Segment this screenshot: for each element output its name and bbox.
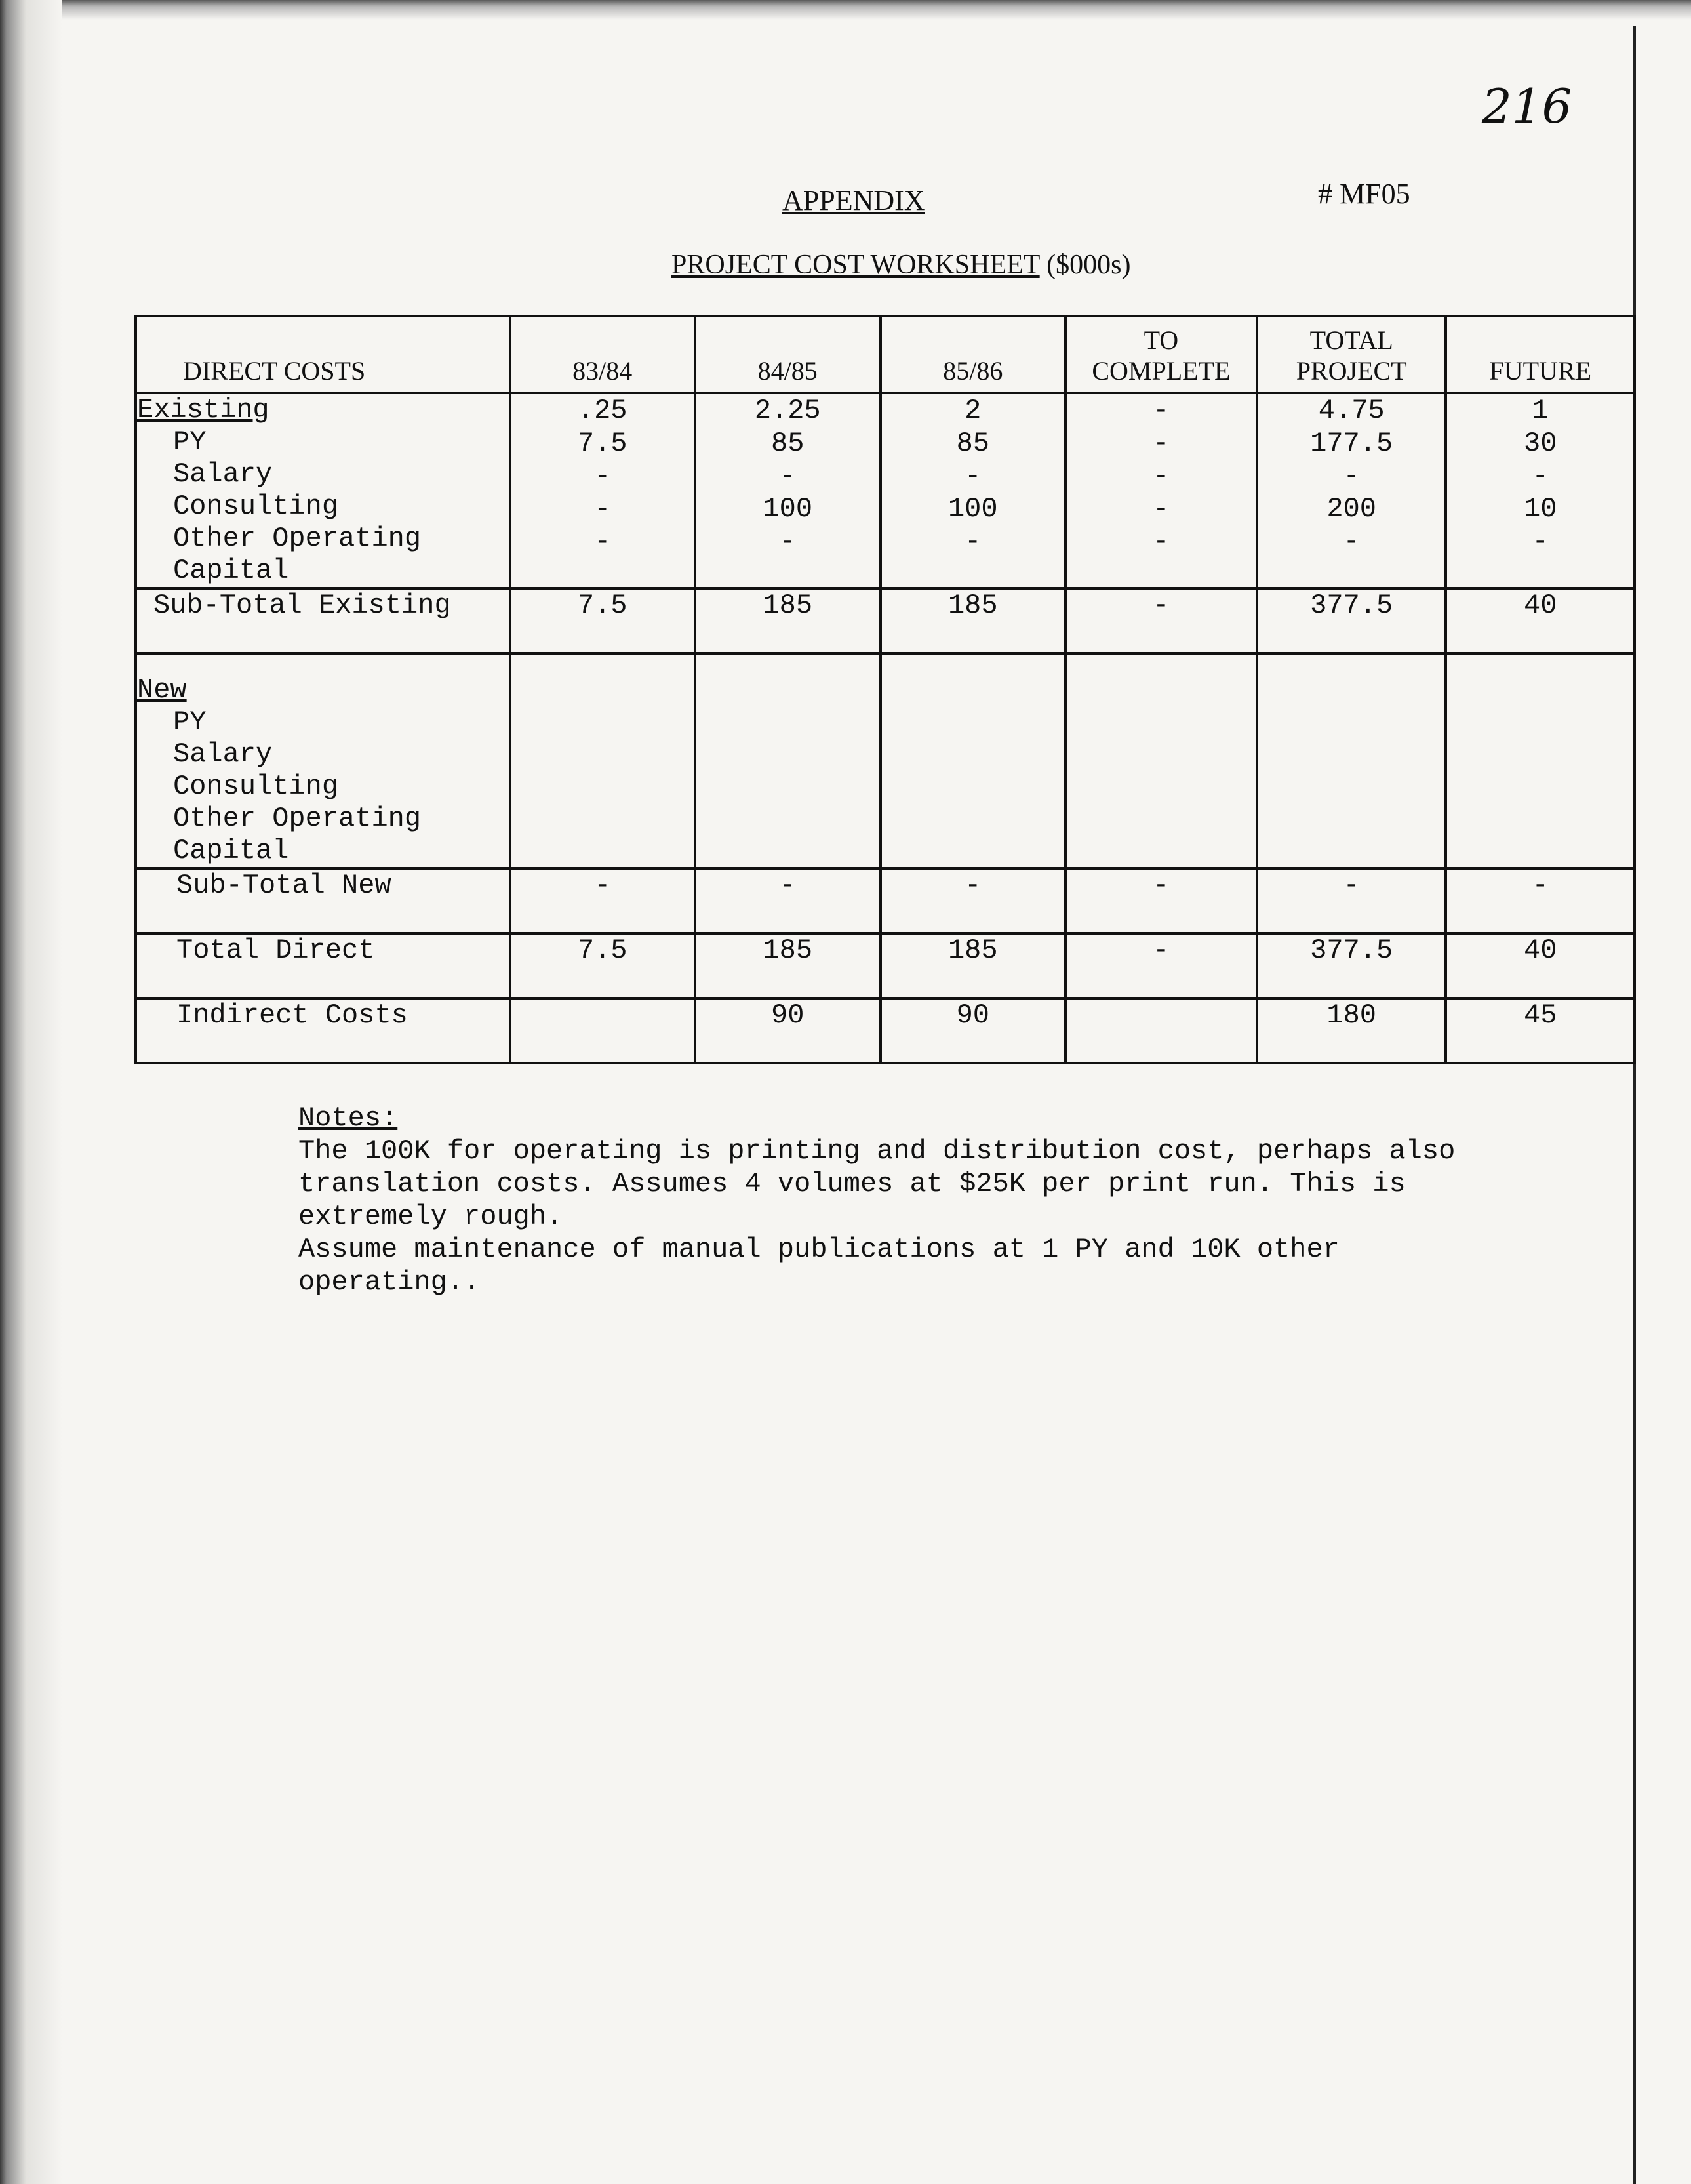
page-number: 216 [1482,79,1572,134]
column-header: 85/86 [881,316,1065,393]
cell-value: - [1532,526,1549,557]
column-header: DIRECT COSTS [136,316,510,393]
existing-labels [136,393,510,588]
notes-line: operating.. [298,1266,481,1298]
existing-heading: Existing [137,394,269,426]
empty-cell [1257,653,1446,868]
cell-value: 45 [1446,998,1635,1063]
scan-edge-top [0,0,1691,20]
cell-value: 185 [695,588,881,653]
cell-value: 7.5 [510,933,695,998]
indirect-costs-row [136,998,1635,1063]
empty-cell [510,653,695,868]
existing-values-future [1446,393,1635,588]
cell-value: 185 [695,933,881,998]
row-label: Capital [173,835,289,866]
row-label: Salary [173,458,273,490]
row-label: Sub-Total New [136,868,510,933]
cell-value: 100 [947,493,998,525]
notes-line: The 100K for operating is printing and distribution cost, perhaps also [298,1135,1456,1167]
row-label: Salary [173,738,273,770]
existing-values-to-complete [1065,393,1257,588]
cell-value: - [1153,526,1170,557]
new-block-row [136,653,1635,868]
row-label: Consulting [173,771,339,802]
column-header: 84/85 [695,316,881,393]
cell-value: 85 [956,428,989,459]
notes-line: extremely rough. [298,1201,563,1232]
cell-value: - [510,868,695,933]
cell-value: - [1343,460,1360,492]
column-header: TO COMPLETE [1065,316,1257,393]
total-direct-row [136,933,1635,998]
cell-value: 177.5 [1310,428,1393,459]
appendix-title: APPENDIX [782,184,925,216]
row-label: Indirect Costs [136,998,510,1063]
worksheet-units: ($000s) [1046,250,1131,280]
empty-cell [1065,653,1257,868]
cell-value [510,998,695,1063]
cell-value: - [779,526,796,557]
cell-value: - [594,493,611,525]
cell-value: - [1446,868,1635,933]
column-header: FUTURE [1446,316,1635,393]
project-cost-table [134,315,1636,1064]
cell-value: - [1343,526,1360,557]
cell-value: 2.25 [754,395,821,426]
notes-line: Assume maintenance of manual publications at 1 PY and 10K other [298,1234,1340,1265]
cell-value: - [1065,933,1257,998]
column-header: 83/84 [510,316,695,393]
existing-values-84-85 [695,393,881,588]
cell-value: 40 [1446,588,1635,653]
cell-value: 185 [881,933,1065,998]
cell-value: 180 [1257,998,1446,1063]
cell-value: - [1257,868,1446,933]
cell-value: 1 [1532,395,1549,426]
cell-value: 10 [1524,493,1557,525]
notes-section [298,1102,1479,1299]
cell-value: 185 [881,588,1065,653]
existing-values-total-project [1257,393,1446,588]
row-label: Other Operating [173,803,422,834]
row-label: Other Operating [173,523,422,554]
subtotal-existing-row [136,588,1635,653]
cell-value: - [1532,460,1549,492]
cell-value: - [695,868,881,933]
cell-value: - [594,526,611,557]
worksheet-title-text: PROJECT COST WORKSHEET [671,250,1040,280]
cell-value [1065,998,1257,1063]
cell-value: - [881,868,1065,933]
cell-value: - [1065,868,1257,933]
cell-value: 2 [965,395,982,426]
empty-cell [1446,653,1635,868]
cell-value: - [779,460,796,492]
cell-value: - [1153,395,1170,426]
row-label: Capital [173,555,289,586]
existing-values-83-84 [510,393,695,588]
cell-value: - [1153,460,1170,492]
document-code: # MF05 [1318,178,1410,210]
cell-value: 40 [1446,933,1635,998]
cell-value: 4.75 [1318,395,1385,426]
cell-value: 100 [763,493,813,525]
empty-cell [881,653,1065,868]
cell-value: 7.5 [510,588,695,653]
cell-value: 7.5 [577,428,627,459]
cell-value: 377.5 [1257,933,1446,998]
cell-value: 30 [1524,428,1557,459]
subtotal-new-row [136,868,1635,933]
column-header: TOTAL PROJECT [1257,316,1446,393]
cell-value: 90 [695,998,881,1063]
cell-value: - [965,526,982,557]
existing-values-85-86 [881,393,1065,588]
scan-edge-left [0,0,62,2184]
cell-value: - [1065,588,1257,653]
worksheet-title [671,249,1131,281]
cell-value: - [594,460,611,492]
notes-line: translation costs. Assumes 4 volumes at $25K per print run. This is [298,1168,1406,1200]
table-header-row [136,316,1635,393]
new-heading: New [137,674,187,706]
empty-cell [695,653,881,868]
new-labels [136,653,510,868]
cell-value: .25 [577,395,627,426]
row-label: Consulting [173,491,339,522]
notes-heading: Notes: [298,1102,398,1134]
cell-value: 377.5 [1257,588,1446,653]
cell-value: 90 [881,998,1065,1063]
cell-value: 200 [1326,493,1376,525]
row-label: Sub-Total Existing [136,588,510,653]
row-label: PY [173,706,207,738]
row-label: PY [173,426,207,458]
cell-value: - [1153,493,1170,525]
cell-value: - [965,460,982,492]
row-label: Total Direct [136,933,510,998]
cell-value: 85 [771,428,805,459]
cell-value: - [1153,428,1170,459]
existing-block-row [136,393,1635,588]
